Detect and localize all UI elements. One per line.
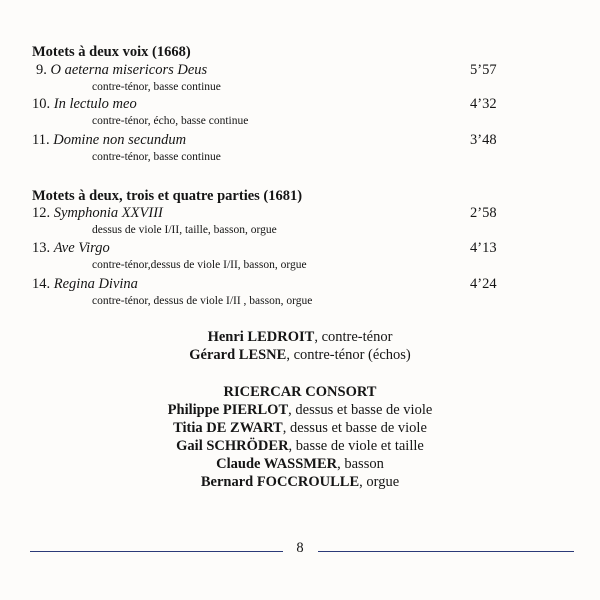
performer-role: , contre-ténor (échos) [286, 347, 411, 363]
track-11 [32, 132, 532, 164]
member-credit [100, 455, 500, 473]
track-scoring: contre-ténor,dessus de viole I/II, basson, orgue [92, 259, 307, 271]
track-number: 13. [32, 240, 51, 256]
track-duration: 5’57 [470, 62, 497, 78]
performer-name: Gérard LESNE [189, 347, 287, 363]
performer-role: , basse de viole et taille [288, 438, 424, 454]
member-credit [100, 473, 500, 491]
track-duration: 4’24 [470, 276, 497, 292]
track-title: Symphonia XXVIII [53, 205, 163, 221]
soloist-credit [100, 328, 500, 346]
track-title: Regina Divina [53, 276, 138, 292]
track-number: 10. [32, 96, 51, 112]
track-10 [32, 96, 532, 128]
section-title: Motets à deux, trois et quatre parties (1681) [32, 188, 303, 204]
track-duration: 4’13 [470, 240, 497, 256]
performer-role: , contre-ténor [314, 329, 393, 345]
track-title: Domine non secundum [53, 132, 187, 148]
performer-name: Titia DE ZWART [173, 420, 283, 436]
track-scoring: contre-ténor, écho, basse continue [92, 115, 249, 127]
ensemble-name [100, 383, 500, 401]
performer-role: , dessus et basse de viole [288, 402, 433, 418]
track-duration: 4’32 [470, 96, 497, 112]
section-title: Motets à deux voix (1668) [32, 44, 191, 60]
performer-role: , dessus et basse de viole [282, 420, 427, 436]
track-9 [36, 62, 536, 94]
track-title: In lectulo meo [53, 96, 137, 112]
footer-rule-left [30, 551, 283, 552]
track-scoring: contre-ténor, basse continue [92, 81, 221, 93]
performer-name: Philippe PIERLOT [167, 402, 289, 418]
track-14 [32, 276, 532, 308]
track-number: 12. [32, 205, 51, 221]
track-13 [32, 240, 532, 272]
track-scoring: contre-ténor, basse continue [92, 151, 221, 163]
track-title: O aeterna misericors Deus [50, 62, 208, 78]
footer-rule-right [318, 551, 574, 552]
performer-role: , orgue [359, 474, 400, 490]
performer-role: , basson [337, 456, 384, 472]
performer-name: Claude WASSMER [216, 456, 338, 472]
performer-name: Bernard FOCCROULLE [200, 474, 360, 490]
track-title: Ave Virgo [53, 240, 110, 256]
performer-name: Gail SCHRÖDER [176, 438, 289, 454]
member-credit [100, 437, 500, 455]
soloists [100, 328, 500, 364]
track-number: 14. [32, 276, 51, 292]
track-duration: 2’58 [470, 205, 497, 221]
track-12 [32, 205, 532, 237]
track-duration: 3’48 [470, 132, 497, 148]
ensemble-name-text: RICERCAR CONSORT [223, 384, 377, 400]
member-credit [100, 419, 500, 437]
ensemble [100, 383, 500, 491]
soloist-credit [100, 346, 500, 364]
page-number: 8 [296, 540, 304, 556]
track-number: 9. [36, 62, 47, 78]
track-scoring: dessus de viole I/II, taille, basson, orgue [92, 224, 277, 236]
member-credit [100, 401, 500, 419]
performer-name: Henri LEDROIT [207, 329, 315, 345]
track-number: 11. [32, 132, 50, 148]
track-scoring: contre-ténor, dessus de viole I/II , basson, orgue [92, 295, 313, 307]
